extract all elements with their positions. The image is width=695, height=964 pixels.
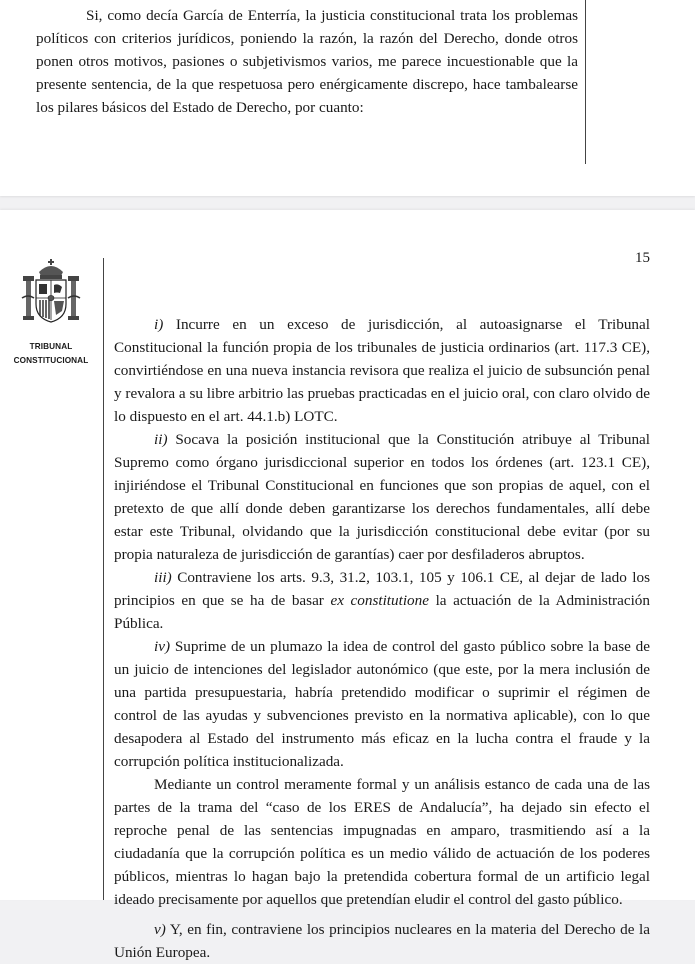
tribunal-label	[10, 340, 92, 368]
previous-page	[0, 0, 695, 196]
tribunal-label-line2: CONSTITUCIONAL	[13, 356, 89, 365]
margin-rule	[103, 258, 104, 900]
item-marker: iv)	[154, 638, 171, 655]
tribunal-label-line1: TRIBUNAL	[29, 342, 73, 351]
tribunal-logo	[10, 258, 92, 368]
item-marker: i)	[154, 316, 164, 333]
margin-rule	[585, 0, 586, 164]
list-item	[114, 918, 650, 964]
coat-of-arms-icon	[18, 258, 84, 328]
item-marker: v)	[154, 921, 166, 938]
item-text: la actuación de la Administración Pública.	[114, 592, 650, 632]
item-text: Incurre en un exceso de jurisdicción, al autoasignarse el Tribunal Constitucional la función propia de los tribunales de justicia ordinarios (art. 117.3 CE), convirtiéndose en una nueva instancia revisora que realiza el juicio de subsunción penal y revalora a su libre arbitrio las pruebas practicadas en el juicio oral, con claro olvido de lo dispuesto en el art. 44.1.b) LOTC.	[114, 316, 650, 425]
previous-page-text	[36, 4, 578, 119]
item-text: Socava la posición institucional que la Constitución atribuye al Tribunal Supremo como órgano jurisdiccional superior en todos los órdenes (art. 123.1 CE), injiriéndose el Tribunal Constitucional en funciones que son propias de aquel, con el pretexto de que allí donde deben garantizarse los derechos fundamentales, allí debe estar este Tribunal, olvidando que la jurisdicción constitucional debe evitar (por su propia naturaleza de jurisdicción de garantías) caer por desfiladeros abruptos.	[114, 431, 650, 563]
summary-paragraph: Mediante un control meramente formal y un análisis estanco de cada una de las partes de la trama del “caso de los ERES de Andalucía”, ha dejado sin efecto el reproche penal de las sentencias impugnadas en amparo, trasmitiendo así a la ciudadanía que la corrupción política es un medio válido de actuación de los poderes públicos, mientras lo hagan bajo la pretendida cobertura formal de un artificio legal ideado precisamente por aquellos que pretendían eludir el control del gasto público.	[114, 776, 650, 908]
item-marker: iii)	[154, 569, 172, 586]
item-italic-phrase: ex constitutione	[330, 592, 429, 609]
page-number: 15	[635, 250, 650, 266]
list-item	[114, 566, 650, 635]
closing-paragraph: Si, como decía García de Enterría, la justicia constitucional trata los problemas políticos con criterios jurídicos, poniendo la razón, la razón del Derecho, donde otros ponen otros motivos, pasiones o subjetivismos varios, me parece incuestionable que la presente sentencia, de la que respetuosa pero enérgicamente discrepo, hace tambalearse los pilares básicos del Estado de Derecho, por cuanto:	[36, 7, 578, 116]
list-item	[114, 428, 650, 566]
list-item	[114, 635, 650, 773]
item-text: Y, en fin, contraviene los principios nucleares en la materia del Derecho de la Unión Europea.	[114, 921, 650, 961]
item-text: Contraviene los arts. 9.3, 31.2, 103.1, 105 y 106.1 CE, al dejar de lado los principios en que se ha de basar	[114, 569, 650, 609]
opinion-body	[114, 313, 650, 964]
item-marker: ii)	[154, 431, 168, 448]
item-text: Suprime de un plumazo la idea de control del gasto público sobre la base de un juicio de intenciones del legislador autonómico (que este, por la mera inclusión de una partida presupuestaria, habría pretendido modificar o suprimir el régimen de control de las ayudas y subvenciones previsto en la normativa aplicable), con lo que desapodera al Estado del instrumento más eficaz en la lucha contra el fraude y la corrupción política institucionalizada.	[114, 638, 650, 770]
list-item	[114, 313, 650, 428]
